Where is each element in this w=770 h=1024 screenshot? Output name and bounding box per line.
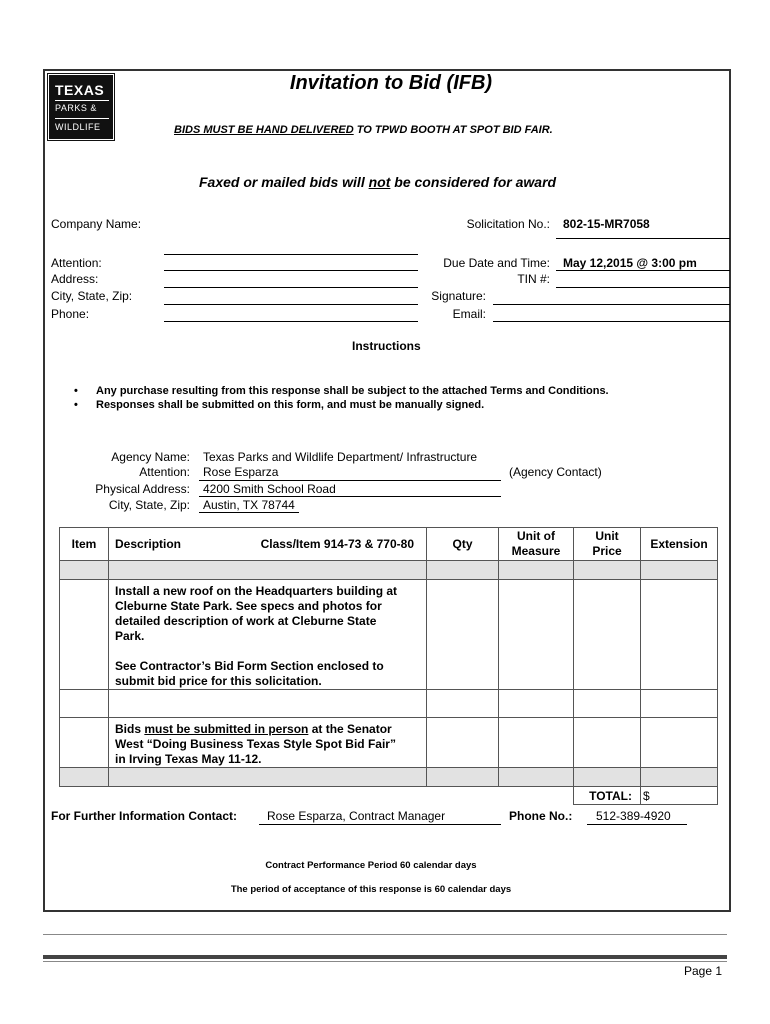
table-cell <box>499 561 574 580</box>
item-cell[interactable] <box>60 580 109 690</box>
agency-address-line <box>199 496 501 497</box>
desc-line: Install a new roof on the Headquarters building at <box>115 584 398 598</box>
extension-cell[interactable] <box>641 718 718 768</box>
city-state-zip-label: City, State, Zip: <box>51 289 133 303</box>
further-info-label: For Further Information Contact: <box>51 809 237 823</box>
col-extension-header: Extension <box>641 528 718 561</box>
desc-line: Park. <box>115 629 145 643</box>
table-cell <box>574 561 641 580</box>
table-cell <box>499 768 574 787</box>
fax-notice-prefix: Faxed or mailed bids will <box>199 174 369 190</box>
contact-name: Rose Esparza, Contract Manager <box>267 809 446 823</box>
performance-period-note: Contract Performance Period 60 calendar days <box>265 860 477 871</box>
agency-city-value: Austin, TX 78744 <box>203 498 295 512</box>
page-title: Invitation to Bid (IFB) <box>289 72 493 94</box>
due-date-line <box>556 270 730 271</box>
extension-cell[interactable] <box>641 690 718 718</box>
company-name-field[interactable] <box>164 254 418 255</box>
unit-price-cell[interactable] <box>574 718 641 768</box>
acceptance-period-note: The period of acceptance of this response is 60 calendar days <box>230 884 512 895</box>
fax-notice <box>199 174 556 190</box>
total-row <box>60 787 718 805</box>
class-item-header: Class/Item 914-73 & 770-80 <box>260 537 414 551</box>
agency-address-value: 4200 Smith School Road <box>203 482 336 496</box>
qty-cell[interactable] <box>427 718 499 768</box>
contact-name-line <box>259 824 501 825</box>
hand-delivery-notice <box>174 124 553 136</box>
phone-label: Phone: <box>51 307 90 321</box>
total-label: TOTAL: <box>574 787 641 805</box>
table-cell <box>641 561 718 580</box>
desc-line: detailed description of work at Cleburne State <box>115 614 377 628</box>
col-unit-price-header <box>574 528 641 561</box>
unit-measure-cell[interactable] <box>499 580 574 690</box>
desc-text: Bids <box>115 722 145 736</box>
due-date-value: May 12,2015 @ 3:00 pm <box>563 256 697 270</box>
signature-label: Signature: <box>431 289 486 303</box>
bid-items-table <box>59 527 718 805</box>
agency-contact-note: (Agency Contact) <box>509 465 602 479</box>
unit-price-cell[interactable] <box>574 690 641 718</box>
table-cell <box>574 768 641 787</box>
solicitation-number-line <box>556 238 730 239</box>
table-row <box>60 690 718 718</box>
col-item-header: Item <box>60 528 109 561</box>
description-cell[interactable] <box>109 690 427 718</box>
footer-divider <box>43 961 727 962</box>
desc-emphasis: must be submitted in person <box>144 722 309 736</box>
unit-price-line2: Price <box>592 544 622 558</box>
table-cell <box>60 561 109 580</box>
total-value[interactable]: $ <box>641 787 718 805</box>
hand-delivery-rest: TO TPWD BOOTH AT SPOT BID FAIR. <box>353 124 553 136</box>
item-cell[interactable] <box>60 718 109 768</box>
unit-price-cell[interactable] <box>574 580 641 690</box>
due-date-label: Due Date and Time: <box>443 256 550 270</box>
instruction-bullet <box>74 399 484 411</box>
attention-label: Attention: <box>51 256 102 270</box>
table-row <box>60 580 718 690</box>
tin-field[interactable] <box>556 287 730 288</box>
unit-measure-line2: Measure <box>511 544 561 558</box>
table-cell <box>641 768 718 787</box>
agency-attention-line <box>199 480 501 481</box>
city-state-zip-field[interactable] <box>164 304 418 305</box>
phone-no-label: Phone No.: <box>509 809 573 823</box>
company-name-label: Company Name: <box>51 217 142 231</box>
agency-city-line <box>199 512 299 513</box>
item-cell[interactable] <box>60 690 109 718</box>
agency-attention-label: Attention: <box>139 465 190 479</box>
phone-field[interactable] <box>164 321 418 322</box>
page-number: Page 1 <box>684 964 723 978</box>
fax-notice-emphasis: not <box>368 174 391 190</box>
agency-address-label: Physical Address: <box>95 482 190 496</box>
table-row <box>60 561 718 580</box>
desc-line: See Contractor’s Bid Form Section enclosed to <box>115 659 384 673</box>
desc-line: West “Doing Business Texas Style Spot Bid Fair” <box>115 737 396 751</box>
instruction-text: Responses shall be submitted on this form, and must be manually signed. <box>96 399 485 411</box>
instruction-bullet <box>74 385 609 397</box>
extension-cell[interactable] <box>641 580 718 690</box>
signature-field[interactable] <box>493 304 730 305</box>
unit-price-line1: Unit <box>595 529 619 543</box>
bullet-icon: • <box>74 399 78 411</box>
fax-notice-suffix: be considered for award <box>390 174 557 190</box>
bullet-icon: • <box>74 385 78 397</box>
table-header-row <box>60 528 718 561</box>
table-row <box>60 768 718 787</box>
table-row <box>60 718 718 768</box>
unit-measure-line1: Unit of <box>517 529 555 543</box>
col-qty-header: Qty <box>427 528 499 561</box>
description-header-label: Description <box>115 537 182 551</box>
address-field[interactable] <box>164 287 418 288</box>
desc-line: Cleburne State Park. See specs and photos for <box>115 599 382 613</box>
agency-name-label: Agency Name: <box>111 450 190 464</box>
agency-name-value: Texas Parks and Wildlife Department/ Infrastructure <box>203 450 478 464</box>
address-label: Address: <box>51 272 99 286</box>
solicitation-number-value: 802-15-MR7058 <box>563 217 650 231</box>
email-field[interactable] <box>493 321 730 322</box>
logo-line-texas: TEXAS <box>55 82 105 98</box>
hand-delivery-emphasis: BIDS MUST BE HAND DELIVERED <box>174 124 354 136</box>
agency-attention-value: Rose Esparza <box>203 465 279 479</box>
desc-line: in Irving Texas May 11-12. <box>115 752 262 766</box>
footer-divider <box>43 934 727 935</box>
qty-cell[interactable] <box>427 690 499 718</box>
logo-rule <box>55 100 109 101</box>
contact-phone: 512-389-4920 <box>596 809 671 823</box>
logo-line-wildlife: WILDLIFE <box>55 122 101 132</box>
instruction-text: Any purchase resulting from this response shall be subject to the attached Terms and Conditions. <box>96 385 609 397</box>
tin-label: TIN #: <box>517 272 550 286</box>
solicitation-number-label: Solicitation No.: <box>466 217 550 231</box>
email-label: Email: <box>452 307 486 321</box>
table-cell <box>60 768 109 787</box>
col-unit-measure-header <box>499 528 574 561</box>
total-spacer <box>60 787 574 805</box>
agency-city-label: City, State, Zip: <box>108 498 190 512</box>
contact-phone-line <box>587 824 687 825</box>
desc-line: submit bid price for this solicitation. <box>115 674 322 688</box>
desc-text: at the Senator <box>308 722 392 736</box>
table-cell <box>427 768 499 787</box>
description-cell <box>109 580 427 690</box>
table-cell <box>427 561 499 580</box>
table-cell <box>109 768 427 787</box>
table-cell <box>109 561 427 580</box>
description-cell <box>109 718 427 768</box>
attention-field[interactable] <box>164 270 418 271</box>
qty-cell[interactable] <box>427 580 499 690</box>
unit-measure-cell[interactable] <box>499 690 574 718</box>
col-description-header <box>109 528 427 561</box>
instructions-heading: Instructions <box>352 339 421 353</box>
unit-measure-cell[interactable] <box>499 718 574 768</box>
logo-line-parks: PARKS & <box>55 103 97 113</box>
logo-rule <box>55 118 109 119</box>
footer-divider-thick <box>43 955 727 959</box>
